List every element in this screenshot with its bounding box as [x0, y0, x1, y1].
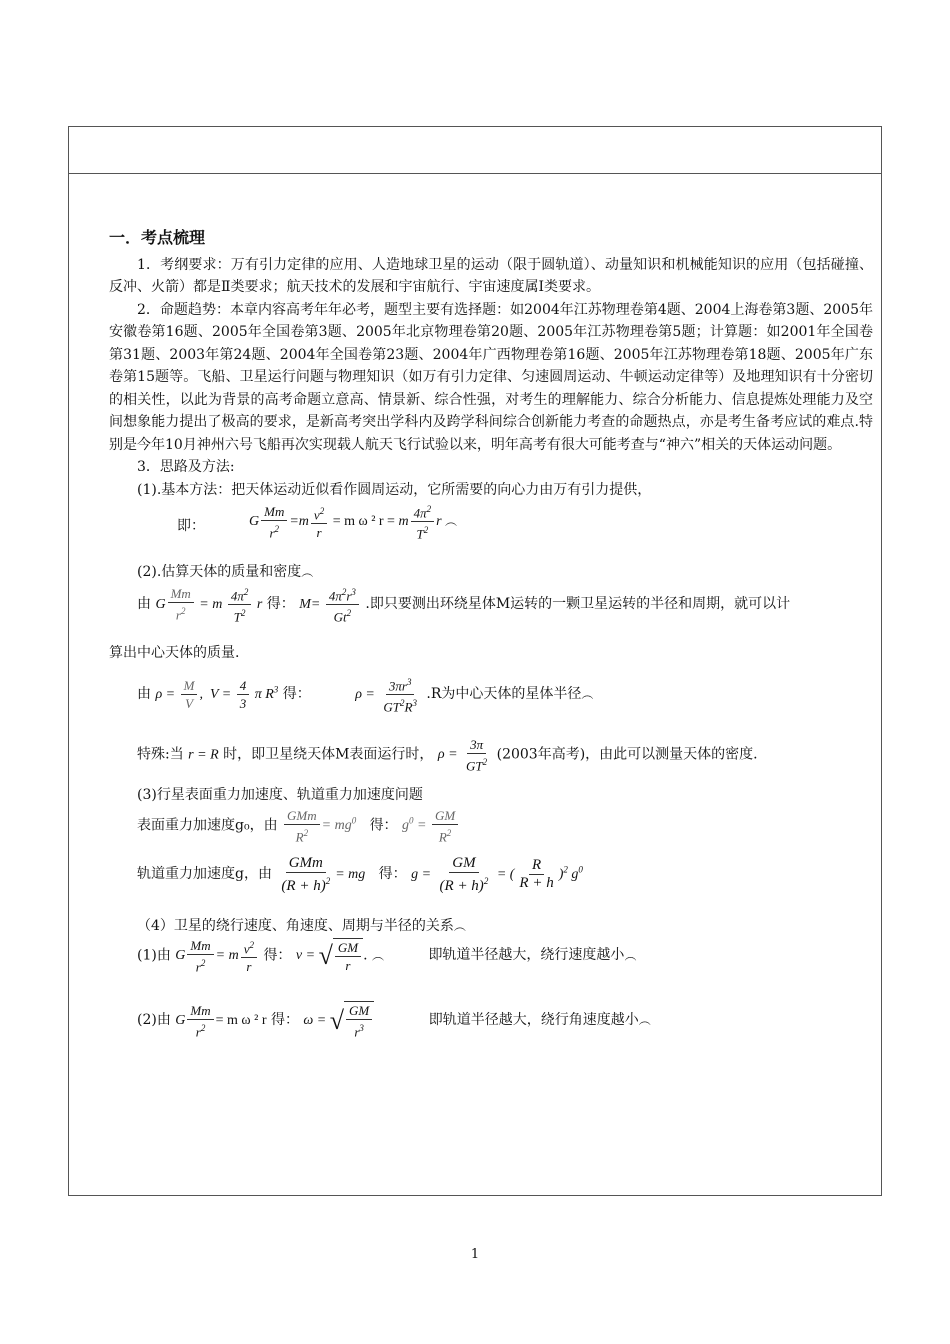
formula-4-condition: r = R — [188, 747, 219, 763]
formula-2-row — [109, 584, 873, 634]
formula-9: G $\frac{Mm}{r^2}$ = m ω ² r — [175, 1002, 267, 1039]
formula-1: G $\frac{Mm}{r^2}$ =m $\frac{v^2}{r}$ = m ω ² r = m $\frac{4\pi^2}{T^2}$ r ︵ — [249, 501, 457, 543]
content-table-frame — [68, 126, 882, 1196]
formula-9-result: ω = √ $\frac{GM}{r^3}$ — [303, 1013, 374, 1028]
formula-5-get: 得： — [369, 816, 398, 833]
formula-4-suffix: (2003年高考)，由此可以测量天体的密度. — [496, 746, 758, 763]
formula-3-text: .R为中心天体的星体半径 — [426, 686, 582, 703]
formula-4-prefix: 特殊:当 — [137, 746, 184, 763]
formula-5-row — [109, 807, 873, 849]
formula-6-get: 得： — [378, 865, 407, 882]
formula-3-get: 得： — [282, 686, 311, 703]
method-1-intro: (1).基本方法：把天体运动近似看作圆周运动，它所需要的向心力由万有引力提供， — [137, 481, 652, 498]
paragraph-requirements: 1．考纲要求：万有引力定律的应用、人造地球卫星的运动（限于圆轨道）、动量知识和机械能知识的应用（包括碰撞、反冲、火箭）都是Ⅱ类要求；航天技术的发展和宇宙航行、宇宙速度属Ⅰ类要求。 — [109, 256, 873, 295]
formula-3: ρ = $\frac{M}{V}$ , V = $\frac{4}{3}$ π $R^3$ — [155, 678, 279, 712]
formula-4: ρ = $\frac{3\pi}{GT^2}$ — [437, 737, 488, 774]
formula-6-result: g = $\frac{GM}{(R + h)^2}$ = ( $\frac{R}{R + h}$ )$^2$ $g^0$ — [411, 854, 583, 894]
formula-3-by: 由 — [137, 686, 151, 703]
formula-4-mid: 时，即卫星绕天体M表面运行时， — [223, 746, 434, 763]
formula-5-surface: 表面重力加速度g₀，由 — [137, 816, 278, 833]
table-header-divider — [69, 173, 881, 174]
formula-9-prefix: (2)由 — [137, 1011, 171, 1028]
formula-2-by: 由 — [137, 595, 151, 612]
formula-8: G $\frac{Mm}{r^2}$ = m $\frac{v^2}{r}$ — [175, 948, 259, 963]
method-3-title: (3)行星表面重力加速度、轨道重力加速度问题 — [137, 787, 423, 803]
formula-2-result: M= $\frac{4\pi^2r^3}{Gt^2}$ — [299, 597, 361, 612]
formula-1-row — [109, 501, 873, 555]
formula-2: G $\frac{Mm}{r^2}$ = m $\frac{4\pi^2}{T^2}$ r — [155, 597, 262, 612]
formula-2-text: .即只要测出环绕星体M运转的一颗卫星运转的半径和周期，就可以计 — [365, 595, 791, 612]
formula-8-row: (1)由 G $\frac{Mm}{r^2}$ = m $\frac{v^2}{r}$ 得： v = √ $\frac{GM}{r}$ . ︵ 即轨道半径越大，绕行速度越小︵ — [137, 938, 637, 975]
formula-2-continuation: 算出中心天体的质量. — [109, 644, 240, 661]
formula-2-get: 得： — [266, 595, 295, 612]
page-number: 1 — [470, 1247, 480, 1262]
formula-4-row — [109, 736, 873, 780]
formula-6-orbit: 轨道重力加速度g，由 — [137, 865, 272, 882]
formula-6-row — [109, 855, 873, 909]
formula-9-row: (2)由 G $\frac{Mm}{r^2}$ = m ω ² r 得： ω = √ $\frac{GM}{r^3}$ 即轨道半径越大，绕行角速度越小︵ — [137, 1002, 651, 1040]
formula-1-label: 即： — [177, 518, 205, 534]
method-4-title: （4）卫星的绕行速度、角速度、周期与半径的关系︵ — [137, 917, 466, 934]
formula-8-get: 得： — [263, 947, 292, 964]
formula-3-result: ρ = $\frac{3\pi r^3}{GT^2R^3}$ — [355, 687, 422, 702]
formula-9-get: 得： — [270, 1011, 299, 1028]
formula-5-result: $g^0$ = $\frac{GM}{R^2}$ — [402, 818, 460, 833]
formula-8-text: 即轨道半径越大，绕行速度越小 — [428, 947, 625, 964]
formula-5: $\frac{\text{GMm}}{R^2}$ = $mg^0$ — [282, 818, 356, 833]
section-heading: 一．考点梳理 — [109, 228, 206, 247]
paragraph-methods: 3．思路及方法: — [137, 459, 235, 475]
formula-8-prefix: (1)由 — [137, 947, 171, 964]
paragraph-trends: 2．命题趋势：本章内容高考年年必考，题型主要有选择题：如2004年江苏物理卷第4题、2004上海卷第3题、2005年安徽卷第16题、2005年全国卷第3题、2005年北京物理卷第20题、2005年江苏物理卷第5题；计算题：如2001年全国卷第31题、2003年第24题、2004年全国卷第23题、2004年广西物理卷第16题、2005年江苏物理卷第18题、2005年广东卷第15题等。飞船、卫星运行问题与物理知识（如万有引力定律、匀速圆周运动、牛顿运动定律等）及地理知识有十分密切的相关性，以此为背景的高考命题立意高、情景新、综合性强，对考生的理解能力、综合分析能力、信息提炼处理能力及空间想象能力提出了极高的要求，是新高考突出学科内及跨学科间综合创新能力考查的命题热点，亦是考生备考应试的难点.特别是今年10月神州六号飞船再次实现载人航天飞行试验以来，明年高考有很大可能考查与“神六”相关的天体运动问题。 — [109, 301, 873, 453]
formula-8-result: v = √ $\frac{GM}{r}$ — [296, 948, 363, 963]
formula-3-row: 由 ρ = $\frac{M}{V}$ , V = $\frac{4}{3}$ π $R^3$ 得： ρ = $\frac{3\pi r^3}{GT^2R^3}$ .R为中心天体的星体半径︵ — [109, 674, 873, 736]
formula-6: $\frac{\text{GMm}}{(R + h)^2}$ = mg — [281, 854, 366, 894]
main-content — [109, 227, 873, 1055]
formula-9-text: 即轨道半径越大，绕行角速度越小 — [428, 1011, 639, 1028]
method-2-title: (2).估算天体的质量和密度︵ — [137, 564, 314, 580]
